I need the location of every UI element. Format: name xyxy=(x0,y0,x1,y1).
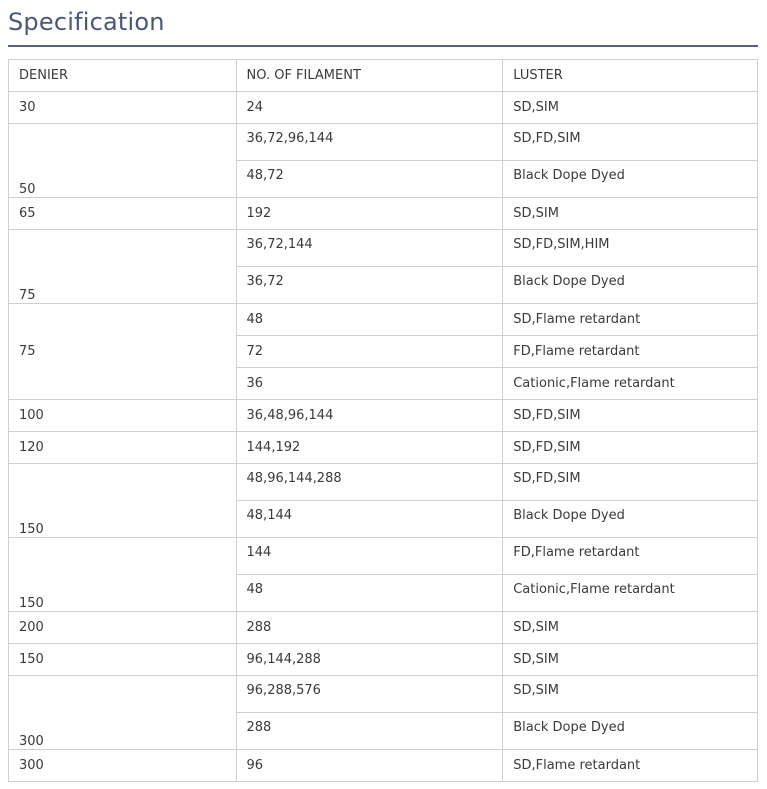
filament-cell: 24 xyxy=(236,92,503,124)
luster-cell: SD,FD,SIM xyxy=(503,400,758,432)
table-row xyxy=(9,304,758,336)
filament-cell: 96 xyxy=(236,750,503,782)
luster-cell: Black Dope Dyed xyxy=(503,267,758,304)
denier-cell: 300 xyxy=(9,676,237,750)
specification-table xyxy=(8,59,758,782)
table-header-row xyxy=(9,60,758,92)
denier-cell: 150 xyxy=(9,644,237,676)
denier-cell: 150 xyxy=(9,464,237,538)
filament-cell: 144 xyxy=(236,538,503,575)
luster-cell: SD,SIM xyxy=(503,92,758,124)
filament-cell: 96,144,288 xyxy=(236,644,503,676)
filament-cell: 48,72 xyxy=(236,161,503,198)
luster-cell: FD,Flame retardant xyxy=(503,538,758,575)
filament-cell: 36 xyxy=(236,368,503,400)
filament-cell: 36,48,96,144 xyxy=(236,400,503,432)
denier-cell: 150 xyxy=(9,538,237,612)
luster-cell: Cationic,Flame retardant xyxy=(503,368,758,400)
luster-cell: Cationic,Flame retardant xyxy=(503,575,758,612)
column-header-denier: DENIER xyxy=(9,60,237,92)
denier-cell: 200 xyxy=(9,612,237,644)
denier-cell: 65 xyxy=(9,198,237,230)
denier-cell: 50 xyxy=(9,124,237,198)
filament-cell: 48 xyxy=(236,575,503,612)
filament-cell: 36,72,144 xyxy=(236,230,503,267)
filament-cell: 48 xyxy=(236,304,503,336)
filament-cell: 72 xyxy=(236,336,503,368)
luster-cell: SD,FD,SIM xyxy=(503,432,758,464)
filament-cell: 144,192 xyxy=(236,432,503,464)
luster-cell: SD,FD,SIM xyxy=(503,124,758,161)
luster-cell: SD,Flame retardant xyxy=(503,750,758,782)
filament-cell: 288 xyxy=(236,713,503,750)
denier-cell: 75 xyxy=(9,230,237,304)
filament-cell: 48,96,144,288 xyxy=(236,464,503,501)
filament-cell: 288 xyxy=(236,612,503,644)
filament-cell: 36,72,96,144 xyxy=(236,124,503,161)
filament-cell: 48,144 xyxy=(236,501,503,538)
luster-cell: FD,Flame retardant xyxy=(503,336,758,368)
table-row xyxy=(9,612,758,644)
table-row xyxy=(9,676,758,713)
luster-cell: Black Dope Dyed xyxy=(503,501,758,538)
luster-cell: Black Dope Dyed xyxy=(503,713,758,750)
luster-cell: SD,FD,SIM,HIM xyxy=(503,230,758,267)
denier-cell: 75 xyxy=(9,304,237,400)
luster-cell: SD,SIM xyxy=(503,676,758,713)
table-row xyxy=(9,198,758,230)
denier-cell: 100 xyxy=(9,400,237,432)
denier-cell: 120 xyxy=(9,432,237,464)
title-divider xyxy=(8,45,758,47)
filament-cell: 36,72 xyxy=(236,267,503,304)
table-row xyxy=(9,124,758,161)
luster-cell: SD,Flame retardant xyxy=(503,304,758,336)
filament-cell: 192 xyxy=(236,198,503,230)
luster-cell: SD,FD,SIM xyxy=(503,464,758,501)
luster-cell: Black Dope Dyed xyxy=(503,161,758,198)
column-header-luster: LUSTER xyxy=(503,60,758,92)
table-row xyxy=(9,230,758,267)
denier-cell: 300 xyxy=(9,750,237,782)
denier-cell: 30 xyxy=(9,92,237,124)
table-row xyxy=(9,464,758,501)
filament-cell: 96,288,576 xyxy=(236,676,503,713)
luster-cell: SD,SIM xyxy=(503,644,758,676)
luster-cell: SD,SIM xyxy=(503,612,758,644)
table-row xyxy=(9,750,758,782)
page-title: Specification xyxy=(8,8,165,36)
column-header-filament: NO. OF FILAMENT xyxy=(236,60,503,92)
table-row xyxy=(9,644,758,676)
luster-cell: SD,SIM xyxy=(503,198,758,230)
table-row xyxy=(9,432,758,464)
table-row xyxy=(9,92,758,124)
table-row xyxy=(9,400,758,432)
table-row xyxy=(9,538,758,575)
